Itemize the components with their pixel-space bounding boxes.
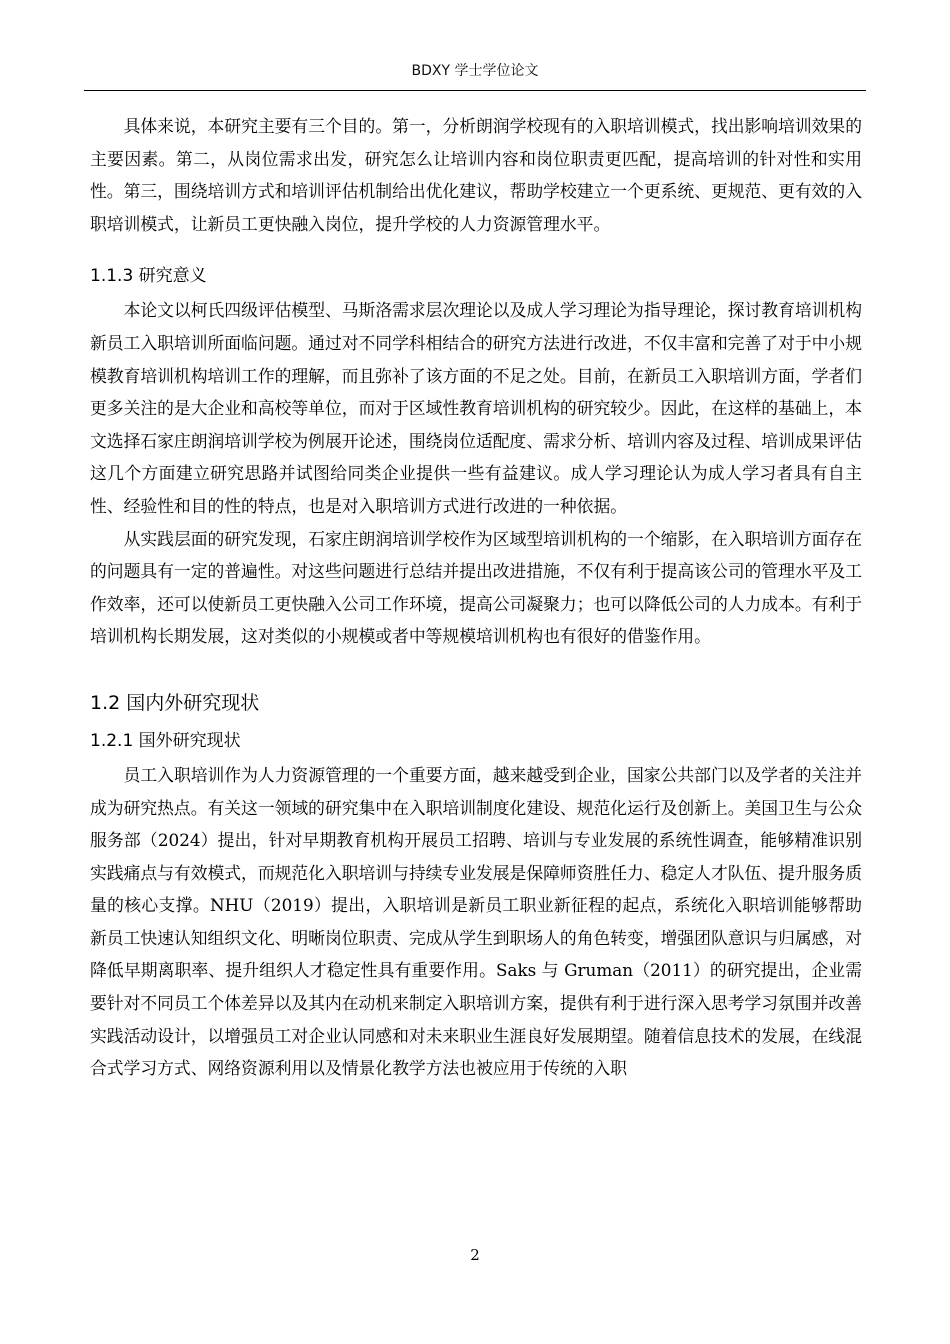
section-heading-1-1-3: 1.1.3 研究意义 xyxy=(90,266,207,287)
section-heading-1-2-1: 1.2.1 国外研究现状 xyxy=(90,730,241,751)
page-number: 2 xyxy=(470,1246,480,1264)
paragraph-foreign-research: 员工入职培训作为人力资源管理的一个重要方面，越来越受到企业，国家公共部门以及学者的关注并成为研究热点。有关这一领域的研究集中在入职培训制度化建设、规范化运行及创新上。美国卫生与公众服务部（2024）提出，针对早期教育机构开展员工招聘、培训与专业发展的系统性调查，能够精准识别实践痛点与有效模式，而规范化入职培训与持续专业发展是保障师资胜任力、稳定人才队伍、提升服务质量的核心支撑。NHU（2019）提出，入职培训是新员工职业新征程的起点，系统化入职培训能够帮助新员工快速认知组织文化、明晰岗位职责、完成从学生到职场人的角色转变，增强团队意识与归属感，对降低早期离职率、提升组织人才稳定性具有重要作用。Saks 与 Gruman（2011）的研究提出，企业需要针对不同员工个体差异以及其内在动机来制定入职培训方案，提供有利于进行深入思考学习氛围并改善实践活动设计，以增强员工对企业认同感和对未来职业生涯良好发展期望。随着信息技术的发展，在线混合式学习方式、网络资源利用以及情景化教学方法也被应用于传统的入职 xyxy=(90,764,862,1079)
running-header: BDXY 学士学位论文 xyxy=(411,63,539,79)
page-body xyxy=(90,110,862,1085)
paragraph-research-purpose: 具体来说，本研究主要有三个目的。第一，分析朗润学校现有的入职培训模式，找出影响培训效果的主要因素。第二，从岗位需求出发，研究怎么让培训内容和岗位职责更匹配，提高培训的针对性和实用性。第三，围绕培训方式和培训评估机制给出优化建议，帮助学校建立一个更系统、更规范、更有效的入职培训模式，让新员工更快融入岗位，提升学校的人力资源管理水平。 xyxy=(90,116,862,234)
paragraph-theoretical-significance: 本论文以柯氏四级评估模型、马斯洛需求层次理论以及成人学习理论为指导理论，探讨教育培训机构新员工入职培训所面临问题。通过对不同学科相结合的研究方法进行改进，不仅丰富和完善了对于中小规模教育培训机构培训工作的理解，而且弥补了该方面的不足之处。目前，在新员工入职培训方面，学者们更多关注的是大企业和高校等单位，而对于区域性教育培训机构的研究较少。因此，在这样的基础上，本文选择石家庄朗润培训学校为例展开论述，围绕岗位适配度、需求分析、培训内容及过程、培训成果评估这几个方面建立研究思路并试图给同类企业提供一些有益建议。成人学习理论认为成人学习者具有自主性、经验性和目的性的特点，也是对入职培训方式进行改进的一种依据。 xyxy=(90,300,862,516)
paragraph-practical-significance: 从实践层面的研究发现，石家庄朗润培训学校作为区域型培训机构的一个缩影，在入职培训方面存在的问题具有一定的普遍性。对这些问题进行总结并提出改进措施，不仅有利于提高该公司的管理水平及工作效率，还可以使新员工更快融入公司工作环境，提高公司凝聚力；也可以降低公司的人力成本。有利于培训机构长期发展，这对类似的小规模或者中等规模培训机构也有很好的借鉴作用。 xyxy=(90,528,862,647)
section-heading-1-2: 1.2 国内外研究现状 xyxy=(90,691,260,714)
header-rule xyxy=(84,90,866,91)
